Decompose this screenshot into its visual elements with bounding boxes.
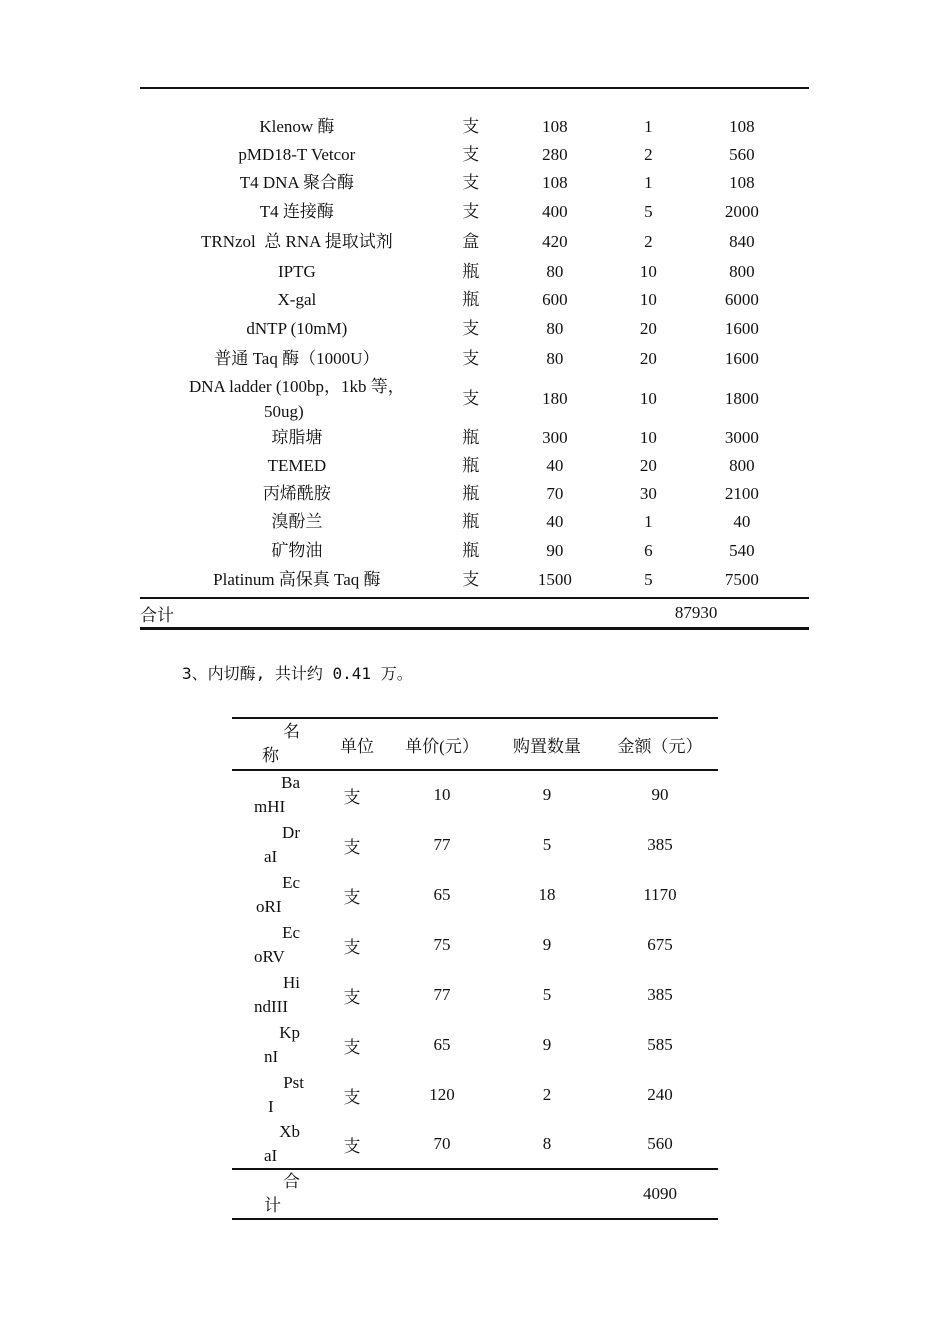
enzyme-price: 10 bbox=[433, 785, 451, 804]
item-name: Platinum 高保真 Taq 酶 bbox=[213, 570, 381, 589]
item-unit: 支 bbox=[462, 570, 480, 589]
enzyme-price: 75 bbox=[433, 935, 451, 954]
item-price: 420 bbox=[542, 231, 568, 251]
enzyme-unit: 支 bbox=[343, 887, 361, 907]
enzyme-name-b: mHI bbox=[254, 797, 286, 816]
item-unit: 支 bbox=[462, 117, 480, 136]
table-row bbox=[232, 970, 718, 1020]
item-price: 300 bbox=[542, 428, 568, 447]
enzyme-qty: 9 bbox=[542, 935, 552, 954]
item-amount: 7500 bbox=[724, 570, 759, 589]
enzyme-name-a: Kp bbox=[279, 1023, 300, 1042]
enzyme-qty: 2 bbox=[542, 1085, 552, 1104]
enzyme-amount: 675 bbox=[647, 935, 673, 954]
item-amount: 1800 bbox=[724, 389, 759, 408]
item-name: pMD18-T Vetcor bbox=[238, 145, 356, 164]
enzyme-amount: 585 bbox=[647, 1035, 673, 1054]
table-row bbox=[140, 314, 809, 343]
item-name-line1: DNA ladder (100bp，1kb 等， bbox=[188, 377, 405, 396]
total-label: 合计 bbox=[140, 605, 174, 625]
item-amount: 6000 bbox=[724, 290, 759, 309]
table-row bbox=[140, 343, 809, 374]
item-price: 180 bbox=[542, 389, 568, 408]
enzyme-name-b: oRV bbox=[254, 947, 285, 966]
table-row bbox=[140, 480, 809, 508]
enzyme-name-b: I bbox=[268, 1097, 274, 1116]
table-row bbox=[140, 374, 809, 424]
item-unit: 瓶 bbox=[462, 428, 480, 447]
table-row bbox=[232, 1020, 718, 1070]
table-row bbox=[140, 197, 809, 226]
enzyme-price: 65 bbox=[433, 885, 451, 904]
table-row bbox=[140, 113, 809, 141]
enzyme-name-a: Ec bbox=[282, 923, 300, 942]
table-row bbox=[232, 820, 718, 870]
enzyme-price: 77 bbox=[433, 835, 451, 854]
item-name: TEMED bbox=[267, 456, 327, 475]
enzyme-name-a: Ec bbox=[282, 873, 300, 892]
item-name: X-gal bbox=[277, 290, 317, 309]
item-amount: 800 bbox=[729, 456, 755, 475]
table-row bbox=[232, 920, 718, 970]
enzyme-unit: 支 bbox=[343, 987, 361, 1007]
header-qty: 购置数量 bbox=[513, 736, 581, 756]
header-name bbox=[232, 719, 312, 769]
item-amount: 2100 bbox=[724, 484, 759, 503]
enzyme-name-a: Xb bbox=[279, 1122, 300, 1141]
item-amount: 108 bbox=[729, 173, 755, 192]
header-price: 单价(元） bbox=[405, 736, 479, 756]
table1-total-rule bbox=[140, 597, 809, 599]
enzyme-unit: 支 bbox=[343, 1136, 361, 1156]
item-amount: 540 bbox=[729, 540, 755, 560]
item-price: 90 bbox=[546, 540, 564, 560]
item-name: T4 DNA 聚合酶 bbox=[239, 173, 354, 192]
item-name: 溴酚兰 bbox=[271, 512, 323, 531]
table1-bottom-rule bbox=[140, 627, 809, 630]
item-amount: 840 bbox=[729, 231, 755, 251]
item-qty: 1 bbox=[644, 512, 653, 531]
enzyme-amount: 385 bbox=[647, 835, 673, 854]
table-row bbox=[140, 565, 809, 595]
enzyme-qty: 9 bbox=[542, 785, 552, 804]
item-price: 108 bbox=[542, 117, 568, 136]
item-name bbox=[140, 374, 454, 424]
enzyme-qty: 5 bbox=[542, 835, 552, 854]
enzyme-price: 77 bbox=[433, 985, 451, 1004]
header-name-a: 名 bbox=[283, 722, 300, 741]
enzyme-name-b: aI bbox=[264, 1146, 278, 1165]
item-price: 600 bbox=[542, 290, 568, 309]
total-label-a: 合 bbox=[283, 1172, 300, 1191]
enzyme-unit: 支 bbox=[343, 787, 361, 807]
item-amount: 3000 bbox=[724, 428, 759, 447]
item-name: 矿物油 bbox=[271, 540, 323, 560]
item-unit: 支 bbox=[462, 201, 480, 221]
enzyme-unit: 支 bbox=[343, 1037, 361, 1057]
item-qty: 5 bbox=[644, 570, 653, 589]
item-name: 普通 Taq 酶（1000U） bbox=[214, 348, 380, 368]
item-name-line2: 50ug) bbox=[264, 402, 304, 421]
enzyme-qty: 9 bbox=[542, 1035, 552, 1054]
header-amount: 金额（元） bbox=[617, 736, 703, 756]
item-qty: 20 bbox=[639, 456, 657, 475]
item-price: 108 bbox=[542, 173, 568, 192]
item-amount: 800 bbox=[729, 261, 755, 281]
enzyme-amount: 560 bbox=[647, 1134, 673, 1153]
enzyme-amount: 240 bbox=[647, 1085, 673, 1104]
table-row bbox=[140, 424, 809, 452]
table-row bbox=[232, 1070, 718, 1120]
item-price: 80 bbox=[546, 261, 564, 281]
item-unit: 瓶 bbox=[462, 540, 480, 560]
enzyme-name-a: Pst bbox=[283, 1073, 304, 1092]
item-name: T4 连接酶 bbox=[259, 201, 334, 221]
item-qty: 20 bbox=[639, 318, 657, 338]
item-qty: 10 bbox=[639, 428, 657, 447]
item-unit: 支 bbox=[462, 389, 480, 408]
enzyme-qty: 8 bbox=[542, 1134, 552, 1153]
item-unit: 支 bbox=[462, 348, 480, 368]
item-price: 40 bbox=[546, 456, 564, 475]
total-amount: 87930 bbox=[674, 603, 718, 622]
item-qty: 1 bbox=[644, 117, 653, 136]
item-price: 80 bbox=[546, 348, 564, 368]
item-price: 70 bbox=[546, 484, 564, 503]
enzyme-unit: 支 bbox=[343, 937, 361, 957]
item-amount: 560 bbox=[729, 145, 755, 164]
item-qty: 2 bbox=[644, 145, 653, 164]
total-row bbox=[140, 600, 809, 626]
table-row bbox=[140, 536, 809, 565]
item-qty: 10 bbox=[639, 261, 657, 281]
item-qty: 6 bbox=[644, 540, 653, 560]
table-row bbox=[140, 169, 809, 197]
item-price: 280 bbox=[542, 145, 568, 164]
enzyme-unit: 支 bbox=[343, 1087, 361, 1107]
enzyme-name-a: Hi bbox=[283, 973, 300, 992]
item-qty: 1 bbox=[644, 173, 653, 192]
table-row bbox=[140, 508, 809, 536]
table-row bbox=[140, 141, 809, 169]
item-name: IPTG bbox=[277, 261, 316, 281]
enzyme-name-b: ndIII bbox=[254, 997, 288, 1016]
table-row bbox=[140, 286, 809, 314]
item-unit: 支 bbox=[462, 318, 480, 338]
table-row bbox=[232, 770, 718, 820]
item-price: 80 bbox=[546, 318, 564, 338]
enzyme-price: 65 bbox=[433, 1035, 451, 1054]
item-name: Klenow 酶 bbox=[259, 117, 335, 136]
table2-header bbox=[232, 719, 718, 769]
item-name: dNTP (10mM) bbox=[246, 318, 348, 338]
item-name: 琼脂塘 bbox=[271, 428, 323, 447]
table2-total-row bbox=[232, 1169, 718, 1219]
enzyme-name-a: Ba bbox=[281, 773, 300, 792]
item-amount: 1600 bbox=[724, 318, 759, 338]
item-unit: 盒 bbox=[462, 231, 480, 251]
item-unit: 瓶 bbox=[462, 512, 480, 531]
item-qty: 2 bbox=[644, 231, 653, 251]
item-unit: 瓶 bbox=[462, 484, 480, 503]
item-amount: 108 bbox=[729, 117, 755, 136]
header-unit: 单位 bbox=[340, 736, 374, 756]
item-price: 400 bbox=[542, 201, 568, 221]
reagent-table bbox=[140, 113, 809, 595]
enzyme-qty: 5 bbox=[542, 985, 552, 1004]
enzyme-amount: 385 bbox=[647, 985, 673, 1004]
enzyme-name-b: nI bbox=[264, 1047, 279, 1066]
item-qty: 20 bbox=[639, 348, 657, 368]
enzyme-unit: 支 bbox=[343, 837, 361, 857]
enzyme-name-b: oRI bbox=[256, 897, 282, 916]
item-unit: 支 bbox=[462, 145, 480, 164]
item-qty: 10 bbox=[639, 290, 657, 309]
table-row bbox=[140, 257, 809, 286]
item-price: 40 bbox=[546, 512, 564, 531]
item-qty: 10 bbox=[639, 389, 657, 408]
table-row bbox=[140, 226, 809, 257]
item-name: TRNzol 总 RNA 提取试剂 bbox=[200, 231, 393, 251]
item-price: 1500 bbox=[537, 570, 572, 589]
enzyme-price: 120 bbox=[429, 1085, 455, 1104]
item-unit: 瓶 bbox=[462, 261, 480, 281]
table1-top-rule bbox=[140, 87, 809, 89]
enzyme-qty: 18 bbox=[538, 885, 556, 904]
item-amount: 1600 bbox=[724, 348, 759, 368]
item-unit: 瓶 bbox=[462, 290, 480, 309]
enzyme-amount: 1170 bbox=[643, 885, 677, 904]
table-row bbox=[232, 1119, 718, 1169]
item-name: 丙烯酰胺 bbox=[262, 484, 331, 503]
enzyme-price: 70 bbox=[433, 1134, 451, 1153]
header-name-b: 称 bbox=[262, 746, 279, 765]
item-unit: 瓶 bbox=[462, 456, 480, 475]
enzyme-name-a: Dr bbox=[282, 823, 300, 842]
item-unit: 支 bbox=[462, 173, 480, 192]
table2-total-amount: 4090 bbox=[643, 1184, 677, 1203]
table-row bbox=[140, 452, 809, 480]
item-amount: 2000 bbox=[724, 201, 759, 221]
total-label-b: 计 bbox=[264, 1196, 281, 1215]
item-qty: 30 bbox=[639, 484, 657, 503]
item-amount: 40 bbox=[733, 512, 751, 531]
table2-bottom-rule bbox=[232, 1218, 718, 1220]
table-row bbox=[232, 870, 718, 920]
section-caption: 3、内切酶, 共计约 0.41 万。 bbox=[182, 664, 413, 683]
enzyme-name-b: aI bbox=[264, 847, 278, 866]
item-qty: 5 bbox=[644, 201, 653, 221]
enzyme-amount: 90 bbox=[651, 785, 669, 804]
